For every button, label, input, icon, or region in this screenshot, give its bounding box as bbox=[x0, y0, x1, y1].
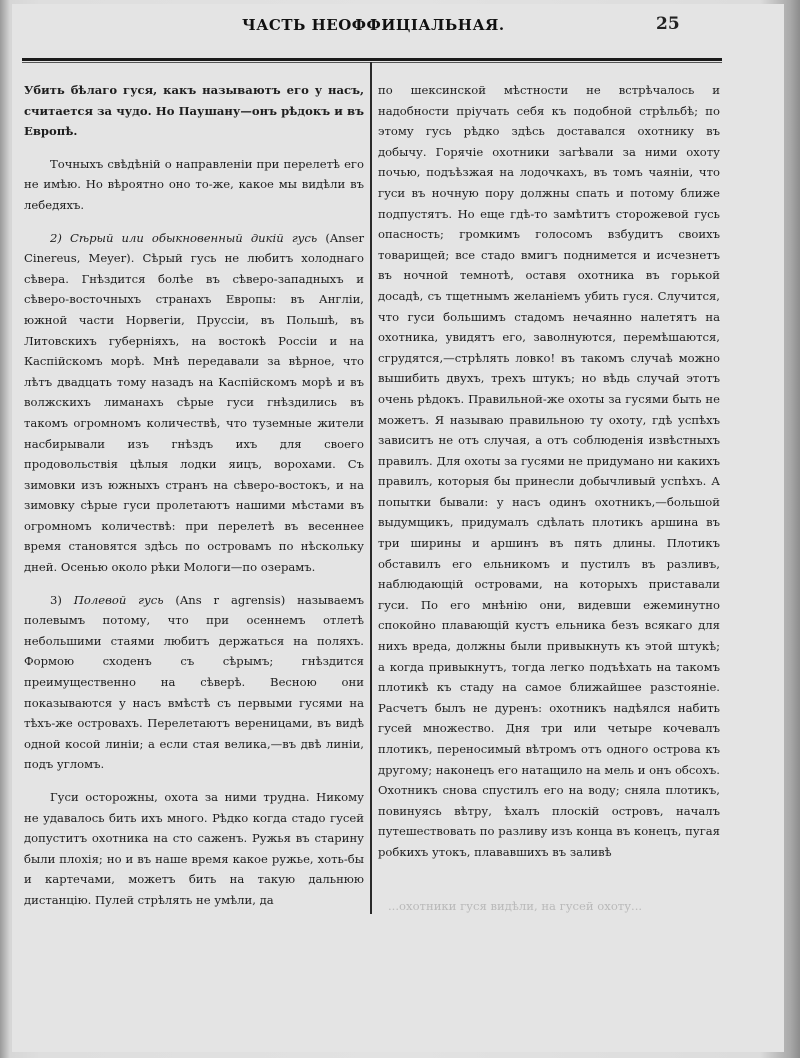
right-column bbox=[378, 80, 720, 863]
species-name: Полевой гусь bbox=[73, 592, 164, 607]
paragraph-grey-goose bbox=[24, 228, 364, 578]
species-name: Сѣрый или обыкновенный дикій гусь bbox=[70, 230, 318, 245]
page-header bbox=[12, 4, 784, 56]
paragraph-continuation: по шексинской мѣстности не встрѣчалось и надобности пріучать себя къ подобной стрѣльбѣ; по этому гусь рѣдко здѣсь доставался охотнику въ добычу. Горячіе охотники загѣвали за ними охоту почью, подъѣзжая на лодочкахъ, въ томъ чаяніи, что гуси въ ночную пору должны спать и потому ближе подпустятъ. Но еще гдѣ-то замѣтитъ сторожевой гусь опасность; громкимъ голосомъ взбудитъ своихъ товарищей; все стадо вмигъ поднимется и исчезнетъ въ ночной темнотѣ, оставя охотника въ горькой досадѣ, съ тщетнымъ желаніемъ убить гуся. Случится, что гуси большимъ стадомъ нечаянно налетятъ на охотника, увидятъ его, заволнуются, перемѣшаются, сгрудятся,—стрѣлять ловко! въ такомъ случаѣ можно вышибить двухъ, трехъ штукъ; но вѣдь случай этотъ очень рѣдокъ. Правильной-же охоты за гусями быть не можетъ. Я называю правильною ту охоту, гдѣ успѣхъ зависитъ не отъ случая, а отъ соблюденія извѣстныхъ правилъ. Для охоты за гусями не придумано ни какихъ правилъ, которыя бы принесли добычливый успѣхъ. А попытки бывали: у насъ одинъ охотникъ,—большой выдумщикъ, придумалъ сдѣлать плотикъ аршина въ три ширины и аршинъ въ пять длины. Плотикъ обставилъ его ельникомъ и пустилъ въ разливъ, наблюдающій островами, на которыхъ приставали гуси. По его мнѣнію они, видевши ежеминутно спокойно плавающій кустъ ельника безъ всякаго для нихъ вреда, должны были привыкнуть къ этой штукѣ; а когда привыкнутъ, тогда легко подъѣхать на такомъ плотикѣ къ стаду на самое ближайшее разстояніе. Расчетъ былъ не дуренъ: охотникъ надѣялся набить гусей множество. Дня три или четыре кочевалъ плотикъ, переносимый вѣтромъ отъ одного острова къ другому; наконецъ его натащило на мель и онъ обсохъ. Охотникъ снова спустилъ его на воду; сняла плотикъ, повинуясь вѣтру, ѣхалъ плоскій островъ, началъ путешествовать по разливу изъ конца въ конецъ, пугая робкихъ утокъ, плававшихъ въ заливѣ bbox=[378, 83, 720, 859]
species-description: (Ans r agrensis) называемъ полевымъ потому, что при осеннемъ отлетѣ небольшими стаями любитъ держаться на поляхъ. Формою сходенъ съ сѣрымъ; гнѣздится преимущественно на сѣверѣ. Весною они показываются у насъ вмѣстѣ съ первыми гусями на тѣхъ-же островахъ. Перелетаютъ вереницами, въ видѣ одной косой линіи; а если стая велика,—въ двѣ линіи, подъ угломъ. bbox=[24, 592, 365, 772]
species-description: (Anser Cinereus, Meyer). Сѣрый гусь не любитъ холоднаго сѣвера. Гнѣздится болѣе въ сѣверо-западныхъ и сѣверо-восточныхъ странахъ Европы: въ Англіи, южной части Норвегіи, Пруссіи, въ Польшѣ, въ Литовскихъ губерніяхъ, на востокѣ Россіи и на Каспійскомъ морѣ. Мнѣ передавали за вѣрное, что лѣтъ двадцать тому назадъ на Каспійскомъ морѣ и въ волжскихъ лиманахъ сѣрые гуси гнѣздились въ такомъ огромномъ количествѣ, что туземные жители насбирывали изъ гнѣздъ ихъ для своего продовольствія цѣлыя лодки яицъ, ворохами. Съ зимовки изъ южныхъ странъ на сѣверо-востокъ, и на зимовку сѣрые гуси пролетаютъ нашими мѣстами въ огромномъ количествѣ: при перелетѣ въ весеннее время становятся здѣсь по островамъ по нѣскольку дней. Осенью около рѣки Мологи—по озерамъ. bbox=[24, 230, 365, 575]
paragraph-migration: Точныхъ свѣдѣній о направленіи при перелетѣ его не имѣю. Но вѣроятно оно то-же, какое мы видѣли въ лебедяхъ. bbox=[24, 156, 364, 212]
section-title: ЧАСТЬ НЕОФФИЦІАЛЬНАЯ. bbox=[242, 16, 505, 34]
header-rule-thin bbox=[22, 62, 722, 63]
section-number: 2) bbox=[50, 230, 62, 245]
header-rule bbox=[22, 58, 722, 61]
paragraph-hunting: Гуси осторожны, охота за ними трудна. Никому не удавалось бить ихъ много. Рѣдко когда стадо гусей допуститъ охотника на сто саженъ. Ружья въ старину были плохія; но и въ наше время какое ружье, хоть-бы и картечами, можетъ бить на такую дальнюю дистанцію. Пулей стрѣлять не умѣли, да bbox=[24, 790, 364, 907]
newspaper-page bbox=[12, 4, 784, 1052]
page-number: 25 bbox=[656, 14, 680, 34]
paragraph-white-goose: Убить бѣлаго гуся, какъ называютъ его у насъ, считается за чудо. Но Паушану—онъ рѣдокъ и въ Европѣ. bbox=[24, 83, 364, 139]
column-divider bbox=[370, 62, 372, 914]
paragraph-field-goose bbox=[24, 590, 364, 775]
left-column bbox=[24, 80, 364, 911]
bleed-through-text: ...охотники гуся видѣли, на гусей охоту... bbox=[388, 899, 643, 913]
section-number: 3) bbox=[50, 592, 62, 607]
